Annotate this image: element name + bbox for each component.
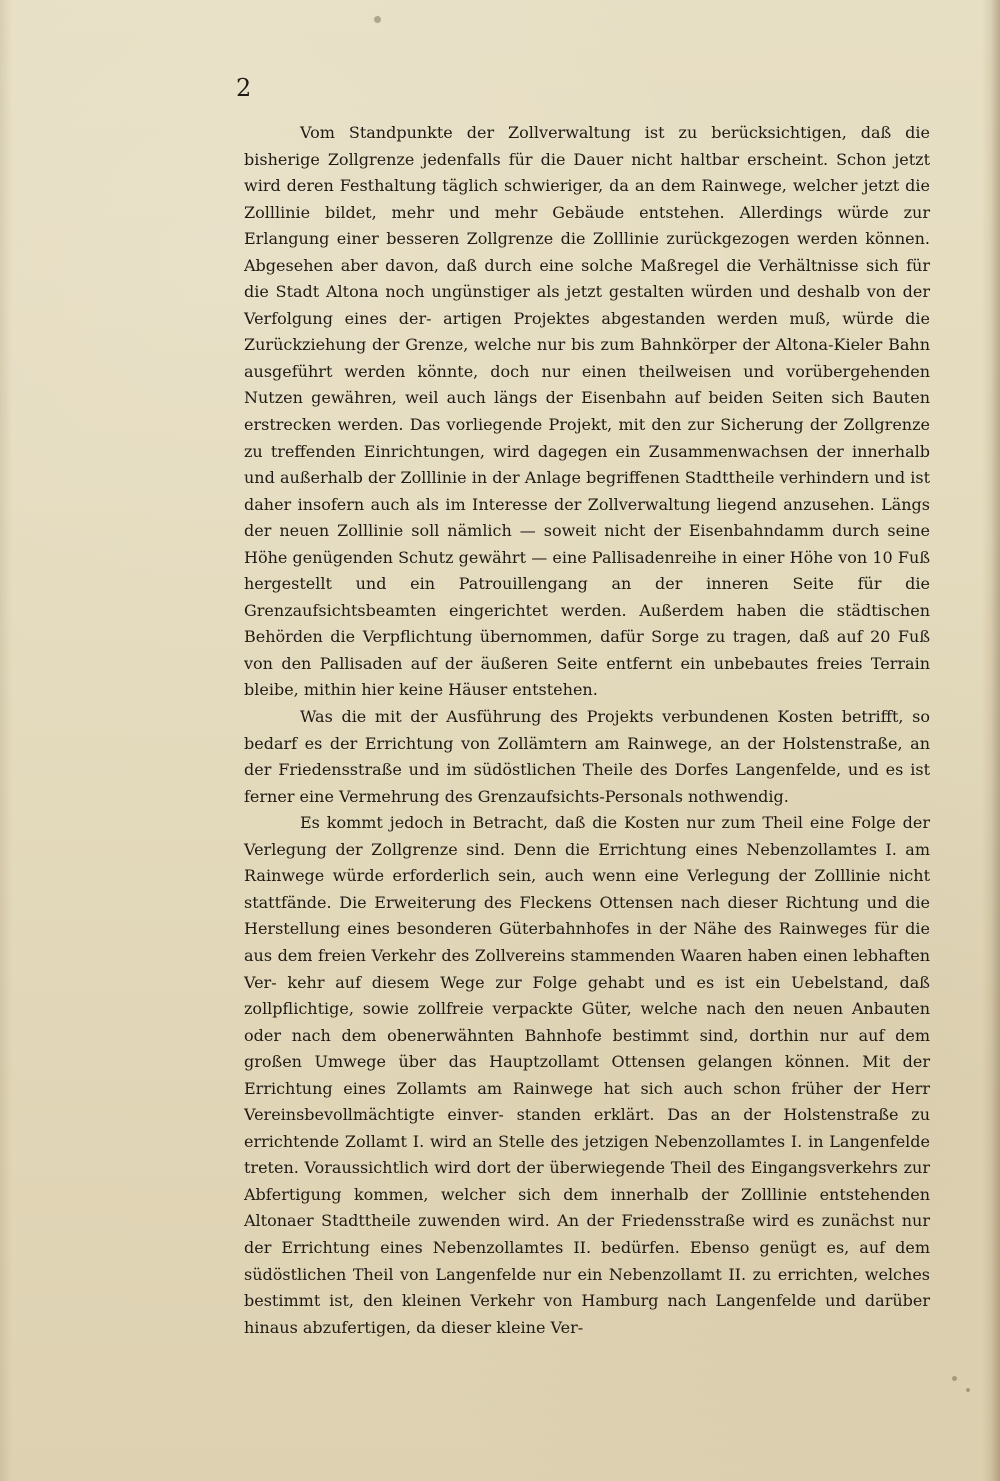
right-page-shadow <box>982 0 1000 1481</box>
paragraph-3: Es kommt jedoch in Betracht, daß die Kosten nur zum Theil eine Folge der Verlegung der Zollgrenze sind. Denn die Errichtung eines Nebenzollamtes I. am Rainwege würde erforderlich sein, auch wenn eine Verlegung der Zolllinie nicht stattfände. Die Erweiterung des Fleckens Ottensen nach dieser Richtung und die Herstellung eines besonderen Güterbahnhofes in der Nähe des Rainweges für die aus dem freien Verkehr des Zollvereins stammenden Waaren haben einen lebhaften Ver- kehr auf diesem Wege zur Folge gehabt und es ist ein Uebelstand, daß zollpflichtige, sowie zollfreie verpackte Güter, welche nach den neuen Anbauten oder nach dem obenerwähnten Bahnhofe bestimmt sind, dorthin nur auf dem großen Umwege über das Hauptzollamt Ottensen gelangen können. Mit der Errichtung eines Zollamts am Rainwege hat sich auch schon früher der Herr Vereinsbevollmächtigte einver- standen erklärt. Das an der Holstenstraße zu errichtende Zollamt I. wird an Stelle des jetzigen Nebenzollamtes I. in Langenfelde treten. Voraussichtlich wird dort der überwiegende Theil des Eingangsverkehrs zur Abfertigung kommen, welcher sich dem innerhalb der Zolllinie entstehenden Altonaer Stadttheile zuwenden wird. An der Friedensstraße wird es zunächst nur der Errichtung eines Nebenzollamtes II. bedürfen. Ebenso genügt es, auf dem südöstlichen Theil von Langenfelde nur ein Nebenzollamt II. zu errichten, welches bestimmt ist, den kleinen Verkehr von Hamburg nach Langenfelde und darüber hinaus abzufertigen, da dieser kleine Ver- <box>244 813 930 1337</box>
paragraph-2: Was die mit der Ausführung des Projekts verbundenen Kosten betrifft, so bedarf es der Errichtung von Zollämtern am Rainwege, an der Holstenstraße, an der Friedensstraße und im südöstlichen Theile des Dorfes Langenfelde, und es ist ferner eine Vermehrung des Grenzaufsichts-Personals nothwendig. <box>244 707 930 806</box>
paper-speck <box>952 1376 957 1381</box>
page-number: 2 <box>236 74 252 102</box>
document-text-block <box>244 120 930 1341</box>
left-page-shadow <box>0 0 12 1481</box>
paper-speck <box>966 1388 970 1392</box>
paragraph-1: Vom Standpunkte der Zollverwaltung ist zu berücksichtigen, daß die bisherige Zollgrenze jedenfalls für die Dauer nicht haltbar erscheint. Schon jetzt wird deren Festhaltung täglich schwieriger, da an dem Rainwege, welcher jetzt die Zolllinie bildet, mehr und mehr Gebäude entstehen. Allerdings würde zur Erlangung einer besseren Zollgrenze die Zolllinie zurückgezogen werden können. Abgesehen aber davon, daß durch eine solche Maßregel die Verhältnisse sich für die Stadt Altona noch ungünstiger als jetzt gestalten würden und deshalb von der Verfolgung eines der- artigen Projektes abgestanden werden muß, würde die Zurückziehung der Grenze, welche nur bis zum Bahnkörper der Altona-Kieler Bahn ausgeführt werden könnte, doch nur einen theilweisen und vorübergehenden Nutzen gewähren, weil auch längs der Eisenbahn auf beiden Seiten sich Bauten erstrecken werden. Das vorliegende Projekt, mit den zur Sicherung der Zollgrenze zu treffenden Einrichtungen, wird dagegen ein Zusammenwachsen der innerhalb und außerhalb der Zolllinie in der Anlage begriffenen Stadttheile verhindern und ist daher insofern auch als im Interesse der Zollverwaltung liegend anzusehen. Längs der neuen Zolllinie soll nämlich — soweit nicht der Eisenbahndamm durch seine Höhe genügenden Schutz gewährt — eine Pallisadenreihe in einer Höhe von 10 Fuß hergestellt und ein Patrouillengang an der inneren Seite für die Grenzaufsichtsbeamten eingerichtet werden. Außerdem haben die städtischen Behörden die Verpflichtung übernommen, dafür Sorge zu tragen, daß auf 20 Fuß von den Pallisaden auf der äußeren Seite entfernt ein unbebautes freies Terrain bleibe, mithin hier keine Häuser entstehen. <box>244 123 930 700</box>
paper-speck <box>374 16 381 23</box>
